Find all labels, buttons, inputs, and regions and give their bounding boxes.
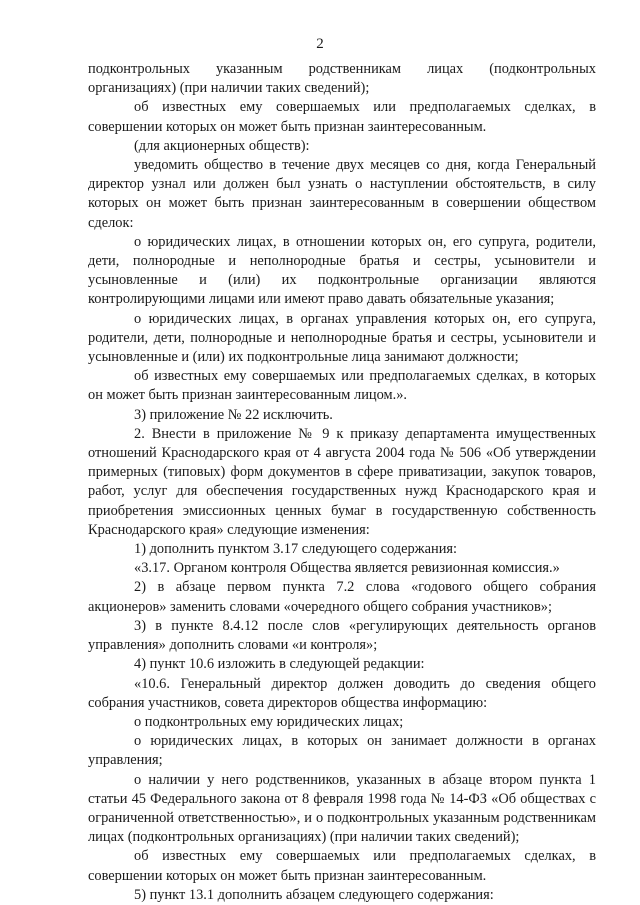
paragraph: 4) пункт 10.6 изложить в следующей редакции: <box>134 656 425 673</box>
paragraph: 2. Внести в приложение № 9 к приказу департамента имущественных отношений Краснодарского края от 4 августа 2004 года № 506 «Об утверждении примерных (типовых) форм документов в сфере приватизации, закупок товаров, работ, услуг для обеспечения государственных нужд Краснодарского края и приобретения эмиссионных ценных бумаг в государственную собственность Краснодарского края» следующие изменения: <box>88 425 596 538</box>
paragraph: о подконтрольных ему юридических лицах; <box>134 713 404 730</box>
paragraph: 3) в пункте 8.4.12 после слов «регулирующих деятельность органов управления» дополнить словами «и контроля»; <box>88 617 596 654</box>
paragraph: 5) пункт 13.1 дополнить абзацем следующего содержания: <box>134 886 494 903</box>
paragraph: 3) приложение № 22 исключить. <box>134 406 333 423</box>
paragraph: об известных ему совершаемых или предполагаемых сделках, в совершении которых он может быть признан заинтересованным. <box>88 99 596 135</box>
paragraph: «3.17. Органом контроля Общества является ревизионная комиссия.» <box>134 560 560 577</box>
paragraph: 2) в абзаце первом пункта 7.2 слова «годового общего собрания акционеров» заменить словами «очередного общего собрания участников»; <box>88 579 596 615</box>
paragraph: (для акционерных обществ): <box>134 137 310 154</box>
paragraph: 1) дополнить пунктом 3.17 следующего содержания: <box>134 541 458 558</box>
paragraph: «10.6. Генеральный директор должен доводить до сведения общего собрания участников, совета директоров общества информацию: <box>88 675 596 711</box>
paragraph: уведомить общество в течение двух месяцев со дня, когда Генеральный директор узнал или должен был узнать о наступлении обстоятельств, в силу которых он может быть признан заинтересованным в совершении обществом сделок: <box>88 157 596 231</box>
paragraph: о юридических лицах, в отношении которых он, его супруга, родители, дети, полнородные и неполнородные братья и сестры, усыновители и усыновленные и (или) их подконтрольные организации являются контролирующими лицами или имеют право давать обязательные указания; <box>88 233 596 308</box>
paragraph: о юридических лицах, в органах управления которых он, его супруга, родители, дети, полнородные и неполнородные братья и сестры, усыновители и усыновленные и (или) их подконтрольные лица занимают должности; <box>88 310 596 366</box>
paragraph: о наличии у него родственников, указанных в абзаце втором пункта 1 статьи 45 Федерального закона от 8 февраля 1998 года № 14-ФЗ «Об обществах с ограниченной ответственностью», и о подконтрольных указанным родственникам лицах (подконтрольных организациях) (при наличии таких сведений); <box>88 771 596 846</box>
document-body <box>88 60 596 905</box>
paragraph: об известных ему совершаемых или предполагаемых сделках, в которых он может быть признан заинтересованным лицом.». <box>88 368 596 404</box>
page-number: 2 <box>316 36 324 52</box>
paragraph: подконтрольных указанным родственникам лицах (подконтрольных организациях) (при наличии таких сведений); <box>88 61 596 97</box>
paragraph: о юридических лицах, в которых он занимает должности в органах управления; <box>88 733 596 769</box>
paragraph: об известных ему совершаемых или предполагаемых сделках, в совершении которых он может быть признан заинтересованным. <box>88 848 596 884</box>
